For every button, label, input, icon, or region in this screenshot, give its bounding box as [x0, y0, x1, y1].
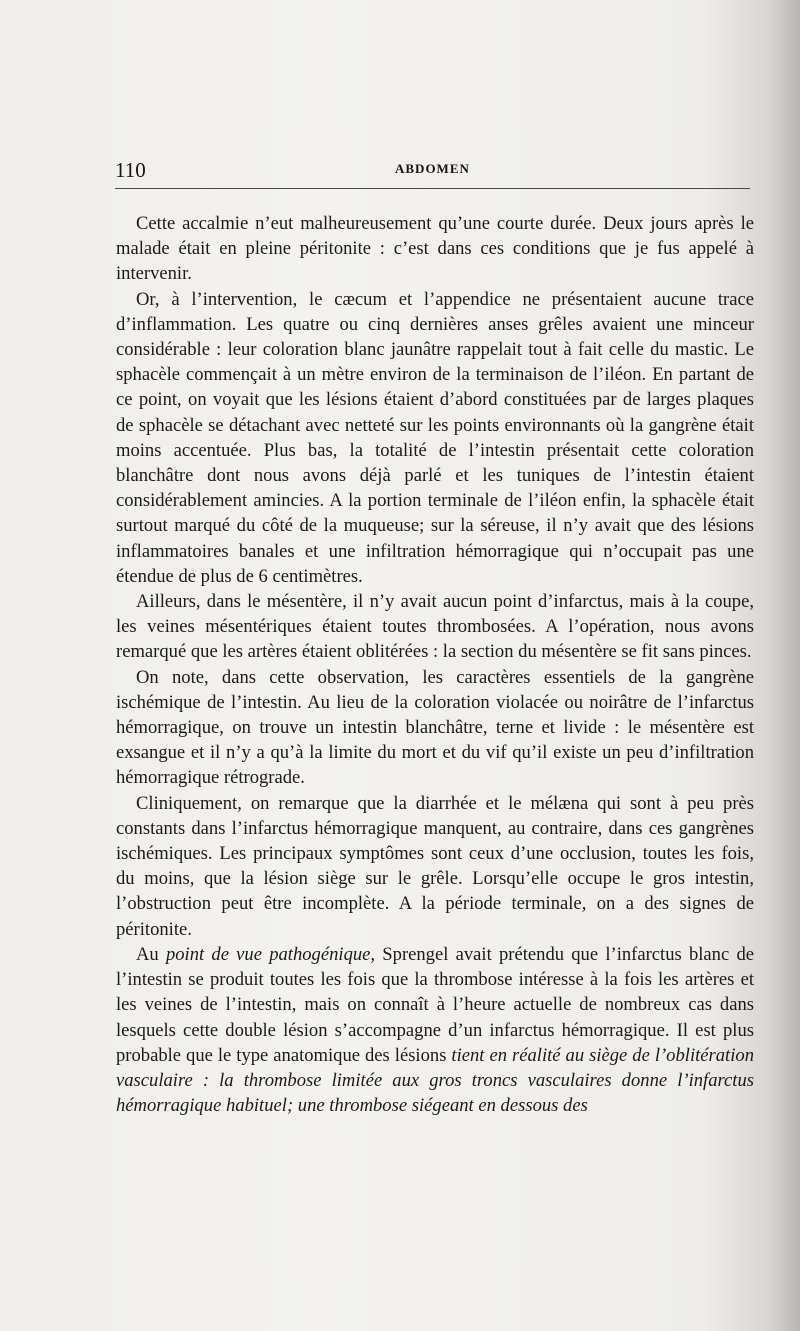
- paragraph: Ailleurs, dans le mésentère, il n’y avait aucun point d’infarctus, mais à la coupe, les veines mésentériques étaient toutes thrombosées. A l’opération, nous avons remarqué que les artères étaient oblitérées : la section du mésentère se fit sans pinces.: [116, 591, 754, 663]
- text-run: Au: [136, 943, 166, 965]
- body-text: [116, 211, 754, 1118]
- header-rule: [115, 188, 750, 189]
- italic-run: tient en réalité au siège de l’oblitération vasculaire : la thrombose limitée aux gros troncs vasculaires donne l’infarctus hémorragique habituel; une thrombose siégeant en dessous des: [116, 1044, 754, 1117]
- italic-run: point de vue pathogénique,: [165, 943, 376, 965]
- running-title: ABDOMEN: [395, 161, 470, 176]
- paragraph: On note, dans cette observation, les caractères essentiels de la gangrène ischémique de l’intestin. Au lieu de la coloration violacée ou noirâtre de l’infarctus hémorragique, on trouve un intestin blanchâtre, terne et livide : le mésentère est exsangue et il n’y a qu’à la limite du mort et du vif qu’il existe un peu d’infiltration hémorragique rétrograde.: [116, 666, 754, 789]
- paragraph: Cliniquement, on remarque que la diarrhée et le mélæna qui sont à peu près constants dans l’infarctus hémorragique manquent, au contraire, dans ces gangrènes ischémiques. Les principaux symptômes sont ceux d’une occlusion, toutes les fois, du moins, que la lésion siège sur le grêle. Lorsqu’elle occupe le gros intestin, l’obstruction peut être incomplète. A la période terminale, on a des signes de péritonite.: [116, 792, 754, 940]
- page-header: [115, 158, 755, 192]
- paragraph: Or, à l’intervention, le cæcum et l’appendice ne présentaient aucune trace d’inflammation. Les quatre ou cinq dernières anses grêles avaient une minceur considérable : leur coloration blanc jaunâtre rappelait tout à fait celle du mastic. Le sphacèle commençait à un mètre environ de la terminaison de l’iléon. En partant de ce point, on voyait que les lésions étaient d’abord constituées par de larges plaques de sphacèle se détachant avec netteté sur les points environnants où la gangrène était moins accentuée. Plus bas, la totalité de l’intestin présentait cette coloration blanchâtre dont nous avons déjà parlé et les tuniques de l’intestin étaient considérablement amincies. A la portion terminale de l’iléon enfin, la sphacèle était surtout marqué du côté de la muqueuse; sur la séreuse, il n’y avait que des lésions inflammatoires banales et une infiltration hémorragique qui n’occupait pas une étendue de plus de 6 centimètres.: [116, 288, 754, 587]
- paragraph: Cette accalmie n’eut malheureusement qu’une courte durée. Deux jours après le malade était en pleine péritonite : c’est dans ces conditions que je fus appelé à intervenir.: [116, 213, 754, 285]
- paragraph: [116, 942, 754, 1118]
- page-number: 110: [115, 158, 146, 182]
- text-run: Sprengel avait prétendu que l’infarctus blanc de l’intestin se produit toutes les fois que la thrombose intéresse à la fois les artères et les veines de l’intestin, mais on connaît à l’heure actuelle de nombreux cas dans lesquels cette double lésion s’accompagne d’un infarctus hémorragique. Il est plus probable que le type anatomique des lésions: [116, 943, 755, 1066]
